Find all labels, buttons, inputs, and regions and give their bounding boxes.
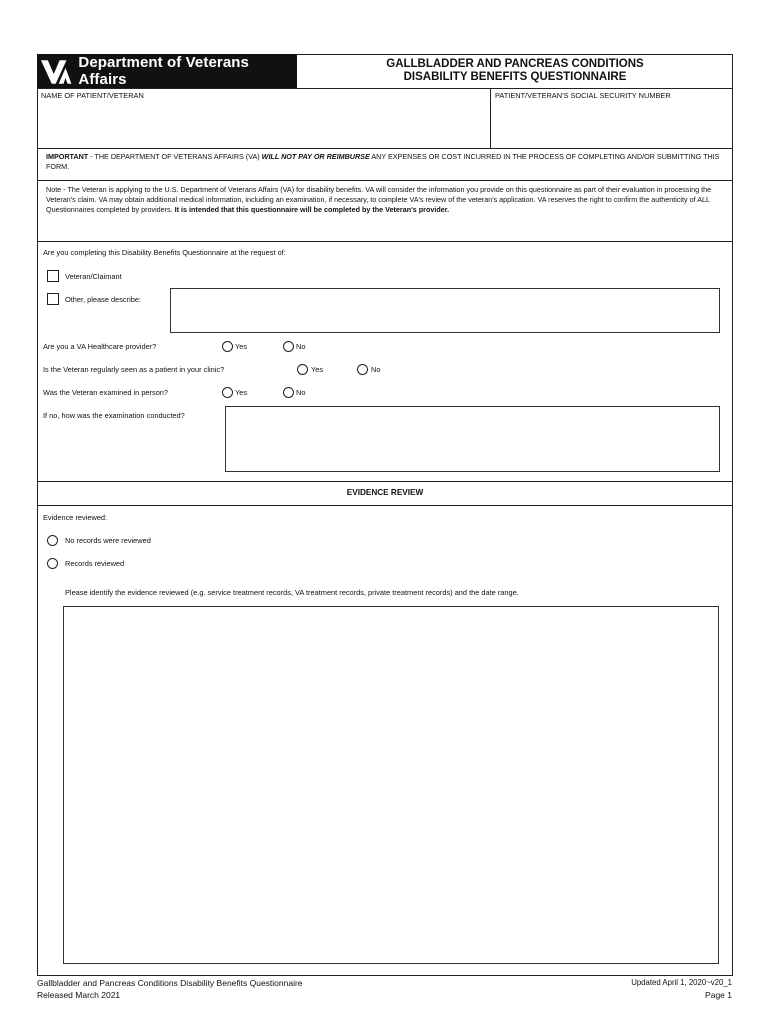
footer-page-number: Page 1 — [705, 990, 732, 1000]
divider — [37, 88, 733, 89]
examined-in-person-no-radio[interactable] — [283, 387, 294, 398]
footer-released: Released March 2021 — [37, 990, 121, 1000]
examined-in-person-yes-radio[interactable] — [222, 387, 233, 398]
important-notice — [46, 152, 726, 172]
footer-form-name: Gallbladder and Pancreas Conditions Disability Benefits Questionnaire — [37, 978, 303, 988]
how-conducted-input[interactable] — [225, 406, 720, 472]
divider — [37, 180, 733, 181]
regularly-seen-no-radio[interactable] — [357, 364, 368, 375]
records-reviewed-label: Records reviewed — [65, 559, 125, 568]
evidence-reviewed-label: Evidence reviewed: — [43, 513, 108, 522]
healthcare-provider-no-radio[interactable] — [283, 341, 294, 352]
veteran-claimant-checkbox[interactable] — [47, 270, 59, 282]
va-logo — [37, 54, 297, 88]
how-conducted-question: If no, how was the examination conducted? — [43, 411, 185, 420]
yes-label: Yes — [235, 342, 248, 351]
patient-name-field[interactable] — [39, 100, 489, 146]
form-title — [297, 54, 733, 88]
evidence-section-title: EVIDENCE REVIEW — [346, 488, 424, 497]
footer-updated: Updated April 1, 2020~v20_1 — [631, 978, 732, 987]
divider — [37, 505, 733, 506]
divider — [37, 241, 733, 242]
records-reviewed-radio[interactable] — [47, 558, 58, 569]
veteran-claimant-label: Veteran/Claimant — [65, 272, 122, 281]
patient-name-label: NAME OF PATIENT/VETERAN — [41, 91, 144, 100]
divider — [37, 148, 733, 149]
identify-evidence-prompt: Please identify the evidence reviewed (e.g. service treatment records, VA treatment records, private treatment records) and the date range. — [65, 588, 519, 597]
divider — [490, 88, 491, 148]
important-lead: IMPORTANT — [46, 152, 89, 161]
note-bold: It is intended that this questionnaire will be completed by the Veteran's provider. — [174, 205, 450, 214]
request-question: Are you completing this Disability Benefits Questionnaire at the request of: — [43, 248, 286, 257]
important-text-2: ANY EXPENSES OR COST INCURRED IN THE PROCESS OF COMPLETING AND/OR SUBMITTING THIS FORM. — [46, 152, 720, 171]
important-emphasis: WILL NOT PAY OR REIMBURSE — [261, 152, 370, 161]
note-paragraph — [46, 185, 728, 215]
no-records-radio[interactable] — [47, 535, 58, 546]
no-label: No — [296, 388, 306, 397]
important-text-1: - THE DEPARTMENT OF VETERANS AFFAIRS (VA) — [88, 152, 262, 161]
va-seal-icon — [39, 56, 72, 86]
yes-label: Yes — [311, 365, 324, 374]
examined-in-person-question: Was the Veteran examined in person? — [43, 388, 169, 397]
other-checkbox[interactable] — [47, 293, 59, 305]
evidence-description-input[interactable] — [63, 606, 719, 964]
yes-label: Yes — [235, 388, 248, 397]
regularly-seen-yes-radio[interactable] — [297, 364, 308, 375]
agency-name: Department of Veterans Affairs — [78, 54, 249, 88]
title-line-1: GALLBLADDER AND PANCREAS CONDITIONS — [386, 58, 644, 70]
ssn-label: PATIENT/VETERAN'S SOCIAL SECURITY NUMBER — [495, 91, 671, 100]
no-label: No — [296, 342, 306, 351]
divider — [37, 481, 733, 482]
no-label: No — [371, 365, 381, 374]
note-text: Note - The Veteran is applying to the U.S. Department of Veterans Affairs (VA) for disability benefits. VA will consider the information you provide on this questionnaire as part of their evaluation in processing the Veteran's claim. VA may obtain additional medical information, including an examination, if necessary, to complete VA's review of the veteran's application. VA reserves the right to confirm the authenticity of ALL Questionnaires completed by providers. — [46, 185, 712, 214]
healthcare-provider-yes-radio[interactable] — [222, 341, 233, 352]
other-description-input[interactable] — [170, 288, 720, 333]
ssn-field[interactable] — [492, 100, 730, 146]
title-line-2: DISABILITY BENEFITS QUESTIONNAIRE — [403, 71, 627, 83]
other-label: Other, please describe: — [65, 295, 142, 304]
no-records-label: No records were reviewed — [65, 536, 151, 545]
healthcare-provider-question: Are you a VA Healthcare provider? — [43, 342, 157, 351]
regularly-seen-question: Is the Veteran regularly seen as a patient in your clinic? — [43, 365, 225, 374]
